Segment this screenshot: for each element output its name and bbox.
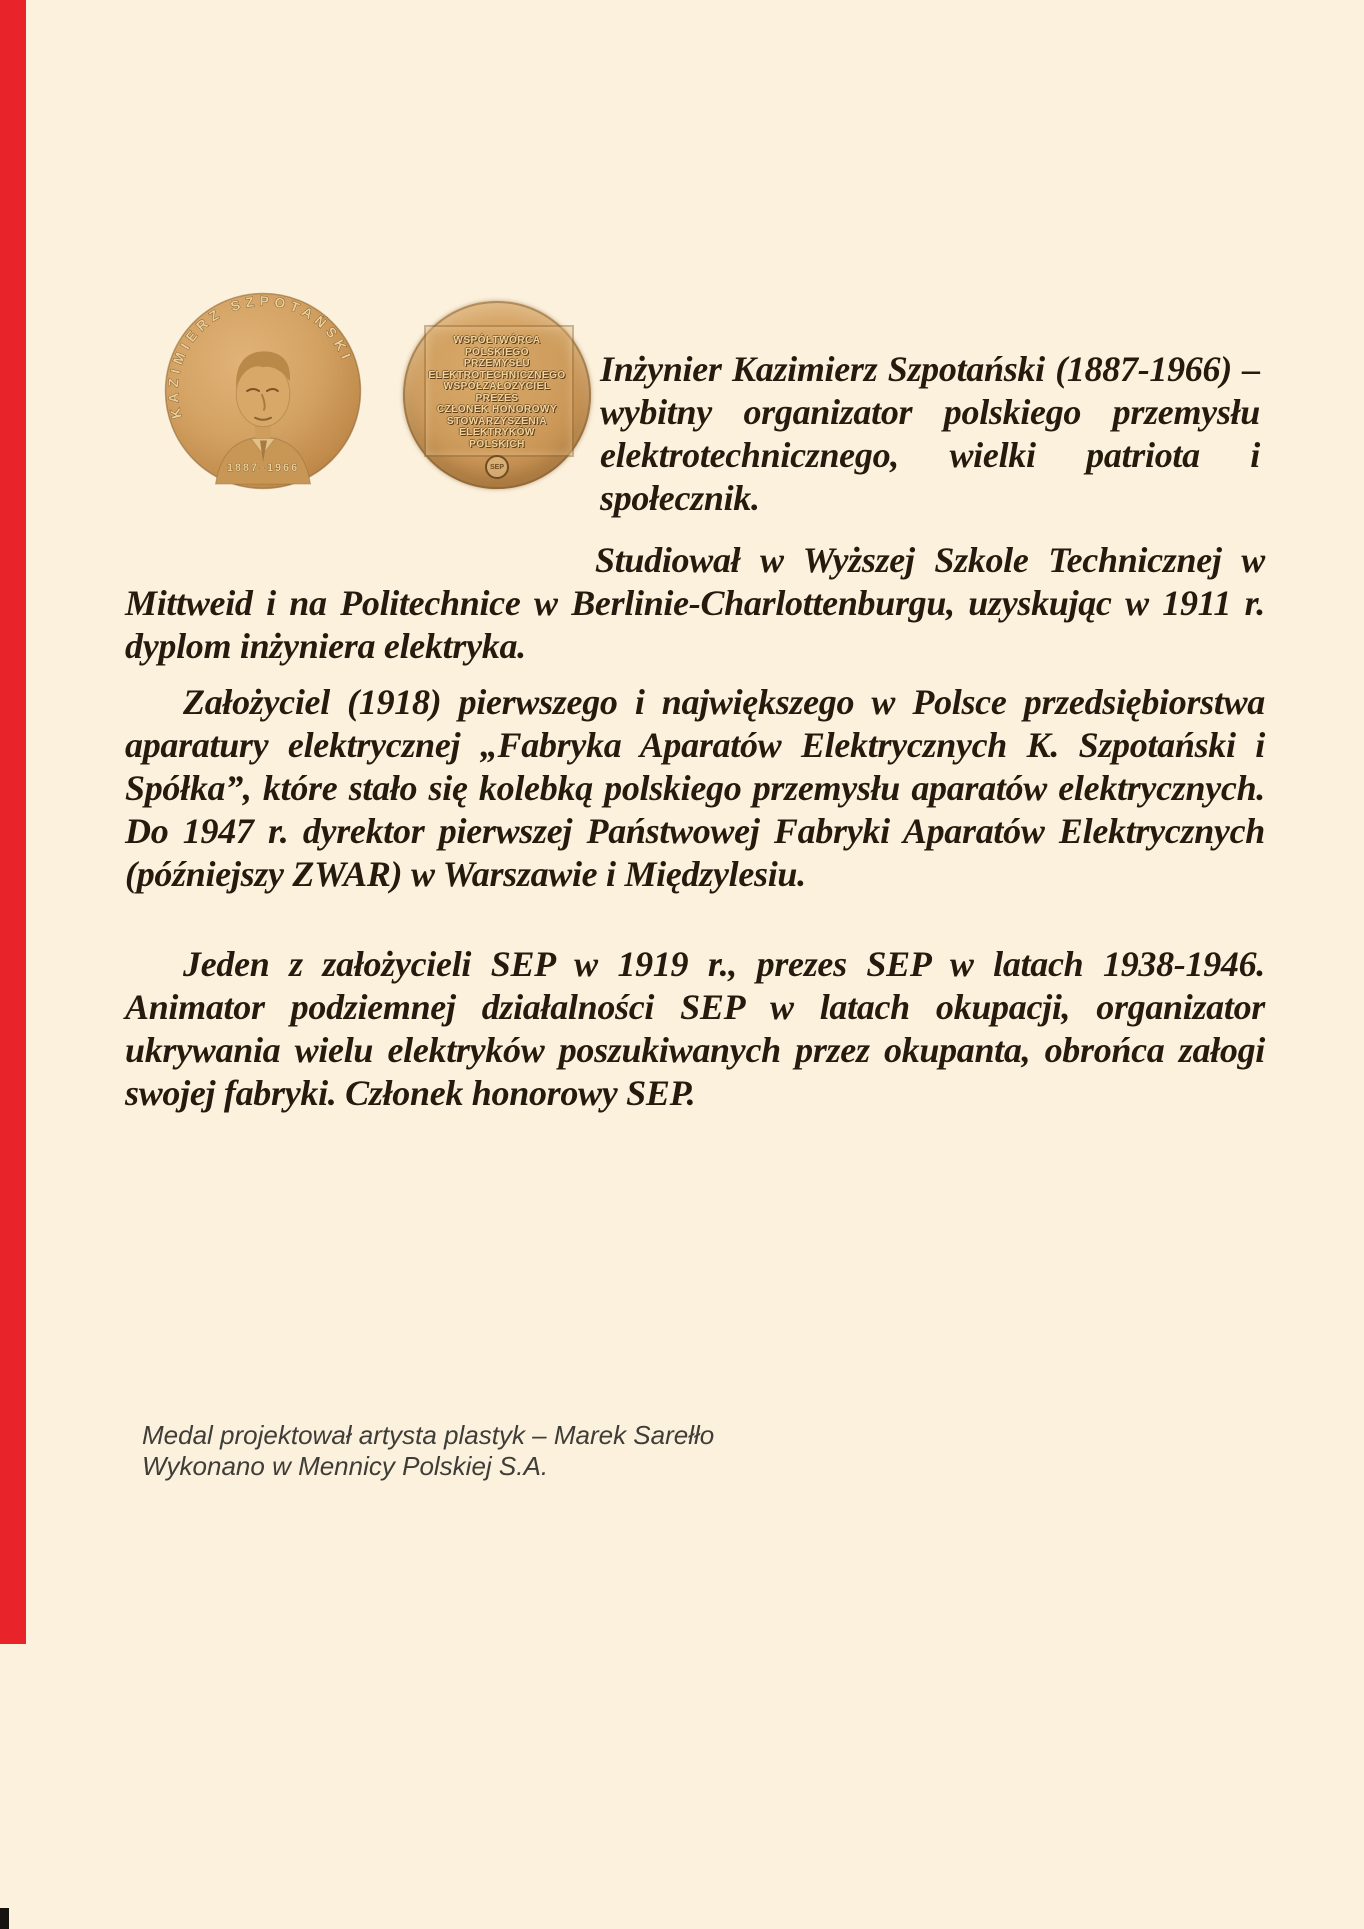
medal-rim-name: KAZIMIERZ SZPOTAŃSKI [164,292,357,421]
inscription-line: POLSKIEGO [465,346,529,358]
inscription-line: STOWARZYSZENIA [446,415,548,427]
inscription-line: POLSKICH [469,438,525,450]
medal-reverse-photo [403,301,591,489]
inscription-line: WSPÓŁZAŁOŻYCIEL [443,381,551,392]
medal-obverse-photo [164,292,362,490]
medal-obverse-illustration [164,292,362,490]
paragraph-studies: Studiował w Wyższej Szkole Technicznej w Mittweid i na Politechnice w Berlinie-Charlottenburgu, uzyskując w 1911 r. dyplom inżyniera elektryka. [125,540,1265,666]
medal-years: 1887–1966 [226,462,300,475]
inscription-line: ELEKTRYKÓW [459,427,535,438]
paragraph-intro: Inżynier Kazimierz Szpotański (1887-1966) – wybitny organizator polskiego przemysłu elektrotechnicznego, wielki patriota i społecznik. [600,349,1260,518]
credit-designer: Medal projektował artysta plastyk – Marek Sarełło [142,1420,715,1450]
medal-credits [142,1420,714,1482]
paragraph-founder: Założyciel (1918) pierwszego i największego w Polsce przedsiębiorstwa aparatury elektrycznej „Fabryka Aparatów Elektrycznych K. Szpotański i Spółka”, które stało się kolebką polskiego przemysłu aparatów elektrycznych. Do 1947 r. dyrektor pierwszej Państwowej Fabryki Aparatów Elektrycznych (późniejszy ZWAR) w Warszawie i Międzylesiu. [125,682,1265,894]
inscription-line: ELEKTROTECHNICZNEGO [428,369,566,381]
credit-mint: Wykonano w Mennicy Polskiej S.A. [142,1451,549,1481]
sep-monogram-icon: SEP [485,455,509,479]
inscription-line: CZŁONEK HONOROWY [436,404,558,415]
left-edge-red-stripe [0,0,26,1644]
inscription-line: WSPÓŁTWÓRCA [453,335,541,346]
paragraph-sep-activity: Jeden z założycieli SEP w 1919 r., prezes SEP w latach 1938-1946. Animator podziemnej działalności SEP w latach okupacji, organizator ukrywania wielu elektryków poszukiwanych przez okupanta, obrońca załogi swojej fabryki. Członek honorowy SEP. [125,944,1265,1113]
inscription-line: PRZEMYSŁU [463,358,531,369]
bottom-left-scan-mark [0,1908,9,1929]
inscription-line: PREZES [475,392,519,404]
medal-reverse-inscription [403,301,591,489]
